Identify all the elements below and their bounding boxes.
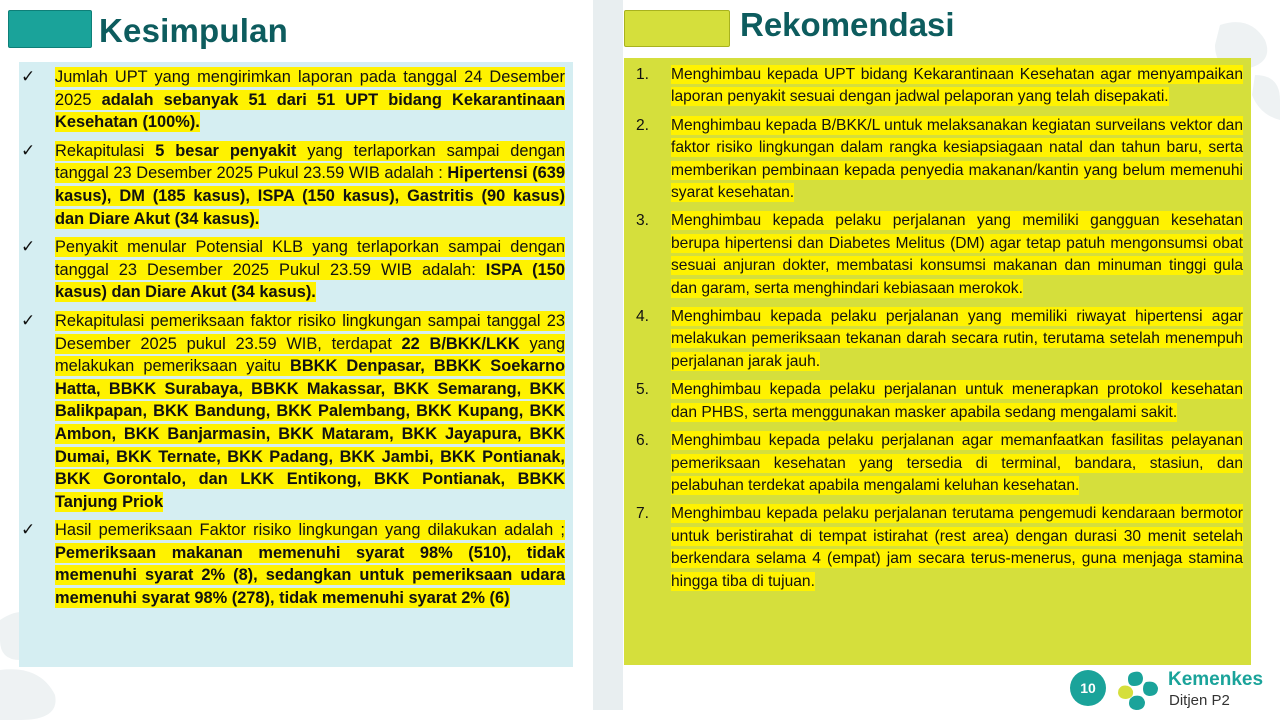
recommendation-text bbox=[671, 379, 1243, 424]
recommendation-text bbox=[671, 306, 1243, 373]
center-divider bbox=[593, 0, 623, 710]
recommendation-number: 5. bbox=[636, 381, 650, 399]
check-icon: ✓ bbox=[21, 140, 36, 160]
recommendation-item bbox=[624, 210, 1243, 300]
highlighted-text: Menghimbau kepada pelaku perjalanan yang memiliki gangguan kesehatan berupa hipertensi dan Diabetes Melitus (DM) agar tetap patuh mengonsumsi obat sesuai anjuran dokter, membatasi konsumsi makanan dan minuman tinggi gula dan garam, serta menghindari kebiasaan merokok. bbox=[671, 212, 1243, 297]
recommendation-text bbox=[671, 64, 1243, 109]
highlighted-text: Menghimbau kepada B/BKK/L untuk melaksanakan kegiatan surveilans vektor dan faktor risiko lingkungan dalam rangka kesiapsiagaan natal dan tahun baru, serta memberikan pembinaan kepada penyedia makanan/kantin yang belum memenuhi syarat kesehatan. bbox=[671, 116, 1243, 202]
recommendation-text bbox=[671, 503, 1243, 593]
recommendation-item bbox=[624, 306, 1243, 373]
plain-text: Rekapitulasi pemeriksaan faktor risiko lingkungan sampai tanggal 23 Desember 2025 pukul 23.59 WIB, terdapat bbox=[55, 311, 565, 353]
recommendation-number: 2. bbox=[636, 116, 650, 134]
bold-text: BBKK Denpasar, BBKK Soekarno Hatta, BBKK Surabaya, BBKK Makassar, BKK Semarang, BKK Balikpapan, BKK Bandung, BKK Palembang, BKK Kupang, BKK Ambon, BKK Banjarmasin, BKK Mataram, BKK Jayapura, BKK Dumai, BKK Ternate, BKK Padang, BKK Jambi, BKK Pontianak, BKK Gorontalo, dan LKK Entikong, BKK Pontianak, BBKK Tanjung Priok bbox=[55, 357, 566, 511]
check-icon: ✓ bbox=[21, 310, 36, 330]
bold-text: 22 B/BKK/LKK bbox=[401, 334, 520, 353]
bold-text: ISPA (150 kasus) dan Diare Akut (34 kasus). bbox=[55, 260, 565, 302]
conclusion-item bbox=[19, 140, 565, 230]
highlighted-text: Menghimbau kepada pelaku perjalanan terutama pengemudi kendaraan bermotor untuk beristirahat di tempat istirahat (rest area) dengan durasi 30 menit setelah berkendara selama 4 (empat) jam secara terus-menerus, guna menjaga stamina hingga tiba di tujuan. bbox=[671, 505, 1243, 590]
recommendation-number: 7. bbox=[636, 505, 650, 523]
plain-text: Rekapitulasi bbox=[55, 141, 156, 160]
conclusion-text bbox=[55, 66, 565, 134]
highlighted-text: Menghimbau kepada pelaku perjalanan agar memanfaatkan fasilitas pelayanan pemeriksaan kesehatan yang tersedia di terminal, bandara, stasiun, dan pelabuhan terdekat apabila mengalami keluhan kesehatan. bbox=[671, 432, 1243, 494]
conclusion-list bbox=[19, 62, 573, 667]
plain-text: Jumlah UPT yang mengirimkan laporan pada tanggal 24 Desember 2025 bbox=[55, 68, 565, 109]
plain-text: yang melakukan pemeriksaan yaitu bbox=[55, 334, 565, 376]
recommendation-text bbox=[671, 210, 1243, 300]
brand-name: Kemenkes bbox=[1168, 669, 1264, 690]
recommendation-text bbox=[671, 430, 1243, 497]
recommendation-item bbox=[624, 115, 1243, 205]
recommendation-number: 6. bbox=[636, 432, 650, 450]
title-tab-left bbox=[8, 10, 92, 48]
bold-text: adalah sebanyak 51 dari 51 UPT bidang Kekarantinaan Kesehatan (100%). bbox=[55, 90, 565, 132]
bold-text: Pemeriksaan makanan memenuhi syarat 98% (510), tidak memenuhi syarat 2% (8), sedangkan untuk pemeriksaan udara memenuhi syarat 98% (278), tidak memenuhi syarat 2% (6) bbox=[55, 543, 565, 608]
page-title-rekomendasi: Rekomendasi bbox=[740, 6, 955, 43]
recommendation-item bbox=[624, 503, 1243, 593]
conclusion-text bbox=[55, 519, 565, 609]
page-title-kesimpulan: Kesimpulan bbox=[99, 12, 289, 49]
recommendation-list bbox=[624, 58, 1251, 665]
highlighted-text: Menghimbau kepada pelaku perjalanan untuk menerapkan protokol kesehatan dan PHBS, serta menggunakan masker apabila sedang mengalami sakit. bbox=[671, 381, 1243, 421]
conclusion-text bbox=[55, 236, 565, 304]
conclusion-text bbox=[55, 140, 565, 230]
kemenkes-logo-icon bbox=[1116, 666, 1164, 714]
conclusion-item bbox=[19, 310, 565, 513]
recommendation-text bbox=[671, 115, 1243, 205]
bold-text: 5 besar penyakit bbox=[155, 141, 297, 160]
recommendation-item bbox=[624, 379, 1243, 424]
bold-text: Hipertensi (639 kasus), DM (185 kasus), ISPA (150 kasus), Gastritis (90 kasus) dan Diare Akut (34 kasus). bbox=[55, 164, 566, 228]
conclusion-text bbox=[55, 310, 565, 513]
plain-text: Penyakit menular Potensial KLB yang terlaporkan sampai dengan tanggal 23 Desember 2025 Pukul 23.59 WIB adalah: bbox=[55, 238, 565, 279]
plain-text: Hasil pemeriksaan Faktor risiko lingkungan yang dilakukan adalah ; bbox=[55, 521, 565, 540]
check-icon: ✓ bbox=[21, 237, 36, 257]
recommendation-number: 3. bbox=[636, 212, 650, 230]
recommendation-item bbox=[624, 430, 1243, 497]
highlighted-text: Menghimbau kepada UPT bidang Kekarantinaan Kesehatan agar menyampaikan laporan penyakit sesuai dengan jadwal pelaporan yang telah disepakati. bbox=[671, 66, 1243, 106]
plain-text: yang terlaporkan sampai dengan tanggal 23 Desember 2025 Pukul 23.59 WIB adalah : bbox=[55, 141, 566, 183]
recommendation-number: 4. bbox=[636, 308, 650, 326]
check-icon: ✓ bbox=[21, 520, 36, 540]
recommendation-item bbox=[624, 64, 1243, 109]
conclusion-item bbox=[19, 236, 565, 304]
recommendation-number: 1. bbox=[636, 66, 650, 83]
check-icon: ✓ bbox=[21, 67, 36, 86]
conclusion-item bbox=[19, 66, 565, 134]
highlighted-text: Menghimbau kepada pelaku perjalanan yang memiliki riwayat hipertensi agar melakukan pemeriksaan tekanan darah secara rutin, terutama setelah menempuh perjalanan jarak jauh. bbox=[671, 308, 1243, 370]
brand-subtitle: Ditjen P2 bbox=[1169, 692, 1230, 709]
page-number: 10 bbox=[1070, 670, 1106, 706]
conclusion-item bbox=[19, 519, 565, 609]
title-tab-right bbox=[624, 10, 730, 47]
